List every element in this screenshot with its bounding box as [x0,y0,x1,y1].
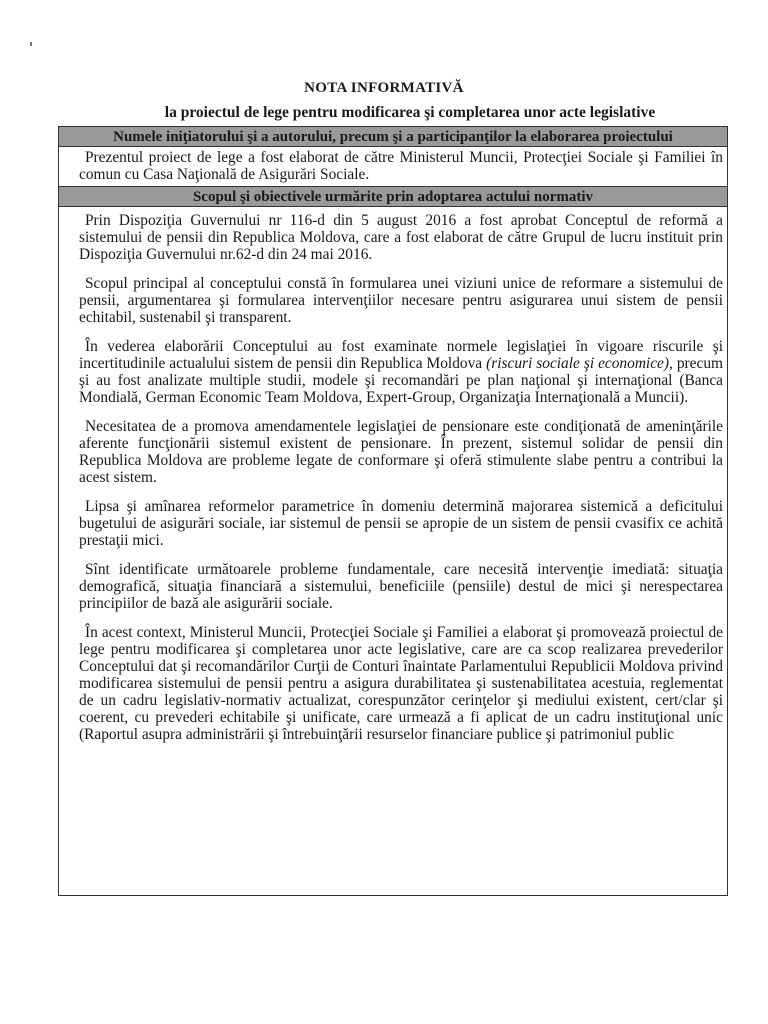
section-header-purpose: Scopul şi obiectivele urmărite prin adoptarea actului normativ [59,186,727,207]
document-subtitle: la proiectul de lege pentru modificarea şi completarea unor acte legislative [164,104,656,121]
paragraph-decree: Prin Dispoziţia Guvernului nr 116-d din 5 august 2016 a fost aprobat Conceptul de reformă a sistemului de pensii din Republica Moldova, care a fost elaborat de către Grupul de lucru instituit prin Dispoziţia Guvernului nr.62-d din 24 mai 2016. [79,212,723,263]
section-body-initiators [59,147,727,186]
section-header-initiators: Numele iniţiatorului şi a autorului, precum şi a participanţilor la elaborarea proiectului [59,126,727,147]
table-bottom-border [58,895,728,896]
paragraph-fundamental-problems: Sînt identificate următoarele probleme fundamentale, care necesită intervenţie imediată: situaţia demografică, situaţia financiară a sistemului, beneficiile (pensiile) destul de mici şi nerespectarea principiilor de bază ale asigurării sociale. [79,561,723,612]
text-run: , precum şi au fost analizate multiple studii, modele şi recomandări pe plan naţional şi internaţional (Banca Mondială, German Economic Team Moldova, Expert-Group, Organizaţia Internaţională a Muncii). [79,355,723,406]
paragraph-main-purpose: Scopul principal al conceptului constă în formularea unei viziuni unice de reformare a sistemului de pensii, argumentarea şi formularea intervenţiilor necesare pentru asigurarea unui sistem de pensii echitabil, sustenabil şi transparent. [79,275,723,326]
document-title: NOTA INFORMATIVĂ [304,80,464,96]
paragraph-reform-delay: Lipsa şi amînarea reformelor parametrice în domeniu determină majorarea sistemică a deficitului bugetului de asigurări sociale, iar sistemul de pensii se apropie de un sistem de pensii cvasifix ce achită prestaţii mici. [79,498,723,549]
info-table [58,126,728,896]
paragraph-context: În acest context, Ministerul Muncii, Protecţiei Sociale şi Familiei a elaborat şi promovează proiectul de lege pentru modificarea şi completarea unor acte legislative, care are ca scop realizarea prevederilor Conceptului dat şi recomandărilor Curţii de Conturi înaintate Parlamentului Republicii Moldova privind modificarea sistemului de pensii pentru a asigura durabilitatea şi sustenabilitatea acestuia, reglementat de un cadru legislativ-normativ actualizat, corespunzător cerinţelor şi mediului existent, cert/clar şi coerent, cu prevederi echitabile şi unificate, care urmează a fi aplicat de un cadru instituţional unic (Raportul asupra administrării şi întrebuinţării resurselor financiare publice şi patrimoniul public [79,624,723,743]
scan-mark [30,42,32,46]
section-body-purpose [59,207,727,745]
paragraph-necessity: Necesitatea de a promova amendamentele legislaţiei de pensionare este condiţionată de ameninţările aferente funcţionării sistemul existent de pensionare. În prezent, sistemul solidar de pensii din Republica Moldova are probleme legate de conformare şi oferă stimulente slabe pentru a contribui la acest sistem. [79,418,723,486]
paragraph-concept-elaboration [79,338,723,406]
italic-text-run: (riscuri sociale şi economice) [486,355,670,372]
paragraph: Prezentul proiect de lege a fost elaborat de către Ministerul Muncii, Protecţiei Sociale şi Familiei în comun cu Casa Naţională de Asigurări Sociale. [79,149,723,183]
text-run: În vederea elaborării Conceptului au fost examinate normele legislaţiei în vigoare riscurile şi incertitudinile actualului sistem de pensii din Republica Moldova [79,338,723,372]
